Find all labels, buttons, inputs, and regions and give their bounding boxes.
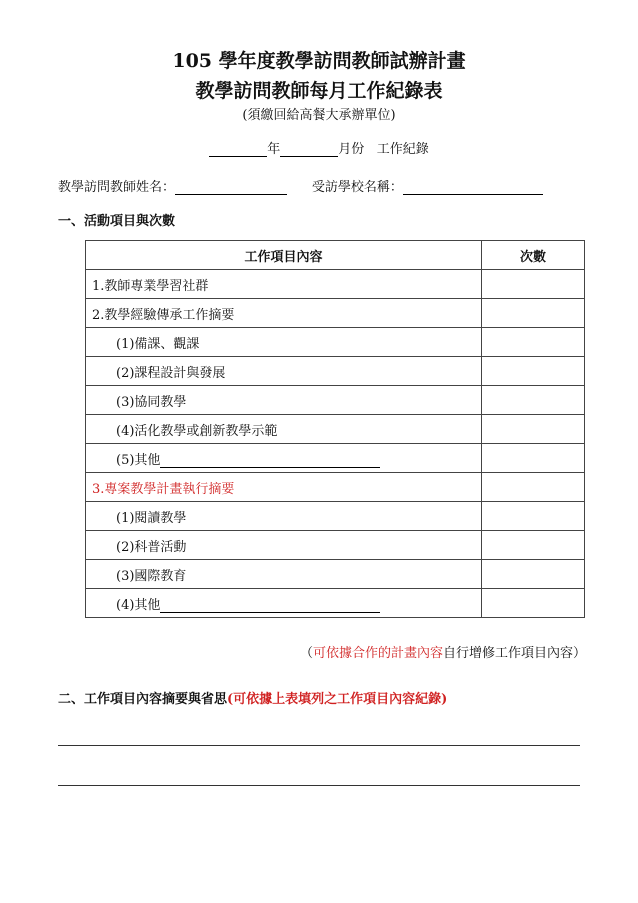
table-row bbox=[86, 386, 585, 415]
teacher-name-blank[interactable] bbox=[175, 181, 287, 195]
note-open: （ bbox=[299, 646, 313, 661]
summary-line[interactable] bbox=[58, 785, 580, 786]
task-table bbox=[85, 240, 585, 618]
row-label: (1)閱讀教學 bbox=[86, 502, 482, 531]
teacher-name-label: 教學訪問教師姓名： bbox=[58, 180, 176, 195]
record-label: 工作紀錄 bbox=[376, 142, 429, 157]
count-cell[interactable] bbox=[482, 328, 585, 357]
note-red: 可依據合作的計畫內容 bbox=[312, 646, 443, 661]
school-name-label: 受訪學校名稱： bbox=[311, 180, 403, 195]
row-label: (1)備課、觀課 bbox=[86, 328, 482, 357]
school-name-blank[interactable] bbox=[403, 181, 543, 195]
row-label: (3)國際教育 bbox=[86, 560, 482, 589]
month-blank[interactable] bbox=[280, 143, 338, 157]
form-title: 105 學年度教學訪問教師試辦計畫 bbox=[172, 50, 466, 72]
name-fields bbox=[58, 176, 543, 195]
table-row bbox=[86, 589, 585, 618]
section1-heading: 一、活動項目與次數 bbox=[58, 214, 176, 229]
row-label: 1.教師專業學習社群 bbox=[86, 270, 482, 299]
row-label: 2.教學經驗傳承工作摘要 bbox=[86, 299, 482, 328]
row-label: (3)協同教學 bbox=[86, 386, 482, 415]
count-cell[interactable] bbox=[482, 299, 585, 328]
row-label: (5)其他 bbox=[116, 452, 161, 468]
table-row bbox=[86, 560, 585, 589]
row-label: (2)課程設計與發展 bbox=[86, 357, 482, 386]
count-cell[interactable] bbox=[482, 386, 585, 415]
table-row bbox=[86, 531, 585, 560]
count-cell[interactable] bbox=[482, 270, 585, 299]
count-cell[interactable] bbox=[482, 531, 585, 560]
count-cell[interactable] bbox=[482, 357, 585, 386]
period-line bbox=[0, 138, 638, 157]
table-row bbox=[86, 357, 585, 386]
form-subtitle: 教學訪問教師每月工作紀錄表 bbox=[195, 80, 443, 102]
count-cell[interactable] bbox=[482, 473, 585, 502]
table-row bbox=[86, 415, 585, 444]
other-blank[interactable] bbox=[160, 599, 380, 613]
table-row bbox=[86, 328, 585, 357]
other-blank[interactable] bbox=[160, 454, 380, 468]
table-row bbox=[86, 473, 585, 502]
section2-heading-text: 二、工作項目內容摘要與省思 bbox=[58, 692, 228, 707]
count-cell[interactable] bbox=[482, 502, 585, 531]
row-label: (4)活化教學或創新教學示範 bbox=[86, 415, 482, 444]
note-rest: 自行增修工作項目內容） bbox=[442, 646, 586, 661]
count-cell[interactable] bbox=[482, 589, 585, 618]
row-label: (2)科普活動 bbox=[86, 531, 482, 560]
month-suffix: 月份 bbox=[338, 142, 365, 157]
table-row bbox=[86, 502, 585, 531]
table-header-row bbox=[86, 241, 585, 270]
table-note bbox=[300, 642, 586, 661]
table-row bbox=[86, 444, 585, 473]
count-cell[interactable] bbox=[482, 560, 585, 589]
row-other-cell bbox=[86, 589, 482, 618]
row-label: (4)其他 bbox=[116, 597, 161, 613]
row-other-cell bbox=[86, 444, 482, 473]
year-suffix: 年 bbox=[267, 142, 281, 157]
year-blank[interactable] bbox=[209, 143, 267, 157]
row-label: 3.專案教學計畫執行摘要 bbox=[86, 473, 482, 502]
count-cell[interactable] bbox=[482, 415, 585, 444]
table-row bbox=[86, 299, 585, 328]
col-count-header: 次數 bbox=[482, 241, 585, 270]
count-cell[interactable] bbox=[482, 444, 585, 473]
section2-heading bbox=[58, 688, 447, 707]
summary-line[interactable] bbox=[58, 745, 580, 746]
col-item-header: 工作項目內容 bbox=[86, 241, 482, 270]
form-return-note: (須繳回給高餐大承辦單位) bbox=[242, 108, 396, 123]
table-row bbox=[86, 270, 585, 299]
section2-heading-red: (可依據上表填列之工作項目內容紀錄) bbox=[227, 692, 448, 707]
